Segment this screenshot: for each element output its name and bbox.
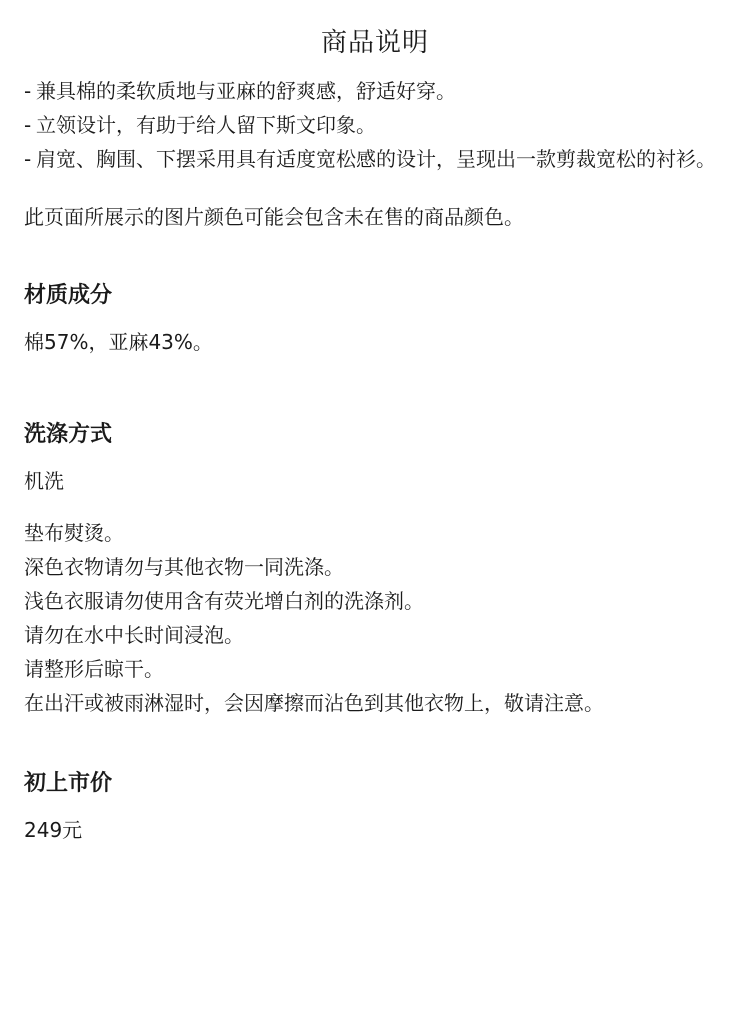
care-line: 请整形后晾干。: [24, 657, 164, 681]
feature-list: [24, 74, 726, 176]
care-instructions: [24, 516, 726, 720]
price-heading: 初上市价: [24, 771, 113, 796]
care-line: 请勿在水中长时间浸泡。: [24, 623, 244, 647]
care-line: 在出汗或被雨淋湿时，会因摩擦而沾色到其他衣物上，敬请注意。: [24, 691, 604, 715]
price-section: [24, 766, 726, 847]
care-line: 浅色衣服请勿使用含有荧光增白剂的洗涤剂。: [24, 589, 424, 613]
washing-method: 机洗: [24, 469, 64, 493]
price-value: 249元: [24, 818, 83, 842]
care-line: 深色衣物请勿与其他衣物一同洗涤。: [24, 555, 344, 579]
feature-text: 肩宽、胸围、下摆采用具有适度宽松感的设计，呈现出一款剪裁宽松的衬衫。: [36, 147, 716, 171]
care-line: 垫布熨烫。: [24, 521, 124, 545]
dash-icon: -: [24, 79, 32, 103]
material-value: 棉57%，亚麻43%。: [24, 330, 213, 354]
feature-item: [24, 74, 726, 108]
feature-text: 兼具棉的柔软质地与亚麻的舒爽感，舒适好穿。: [36, 79, 456, 103]
feature-item: [24, 142, 726, 176]
dash-icon: -: [24, 113, 32, 137]
material-section: [24, 278, 726, 359]
page-title: 商品说明: [320, 28, 429, 58]
color-note: 此页面所展示的图片颜色可能会包含未在售的商品颜色。: [24, 205, 524, 229]
washing-heading: 洗涤方式: [24, 422, 113, 447]
feature-text: 立领设计，有助于给人留下斯文印象。: [36, 113, 376, 137]
feature-item: [24, 108, 726, 142]
material-heading: 材质成分: [24, 283, 113, 308]
dash-icon: -: [24, 147, 32, 171]
washing-section: [24, 417, 726, 720]
